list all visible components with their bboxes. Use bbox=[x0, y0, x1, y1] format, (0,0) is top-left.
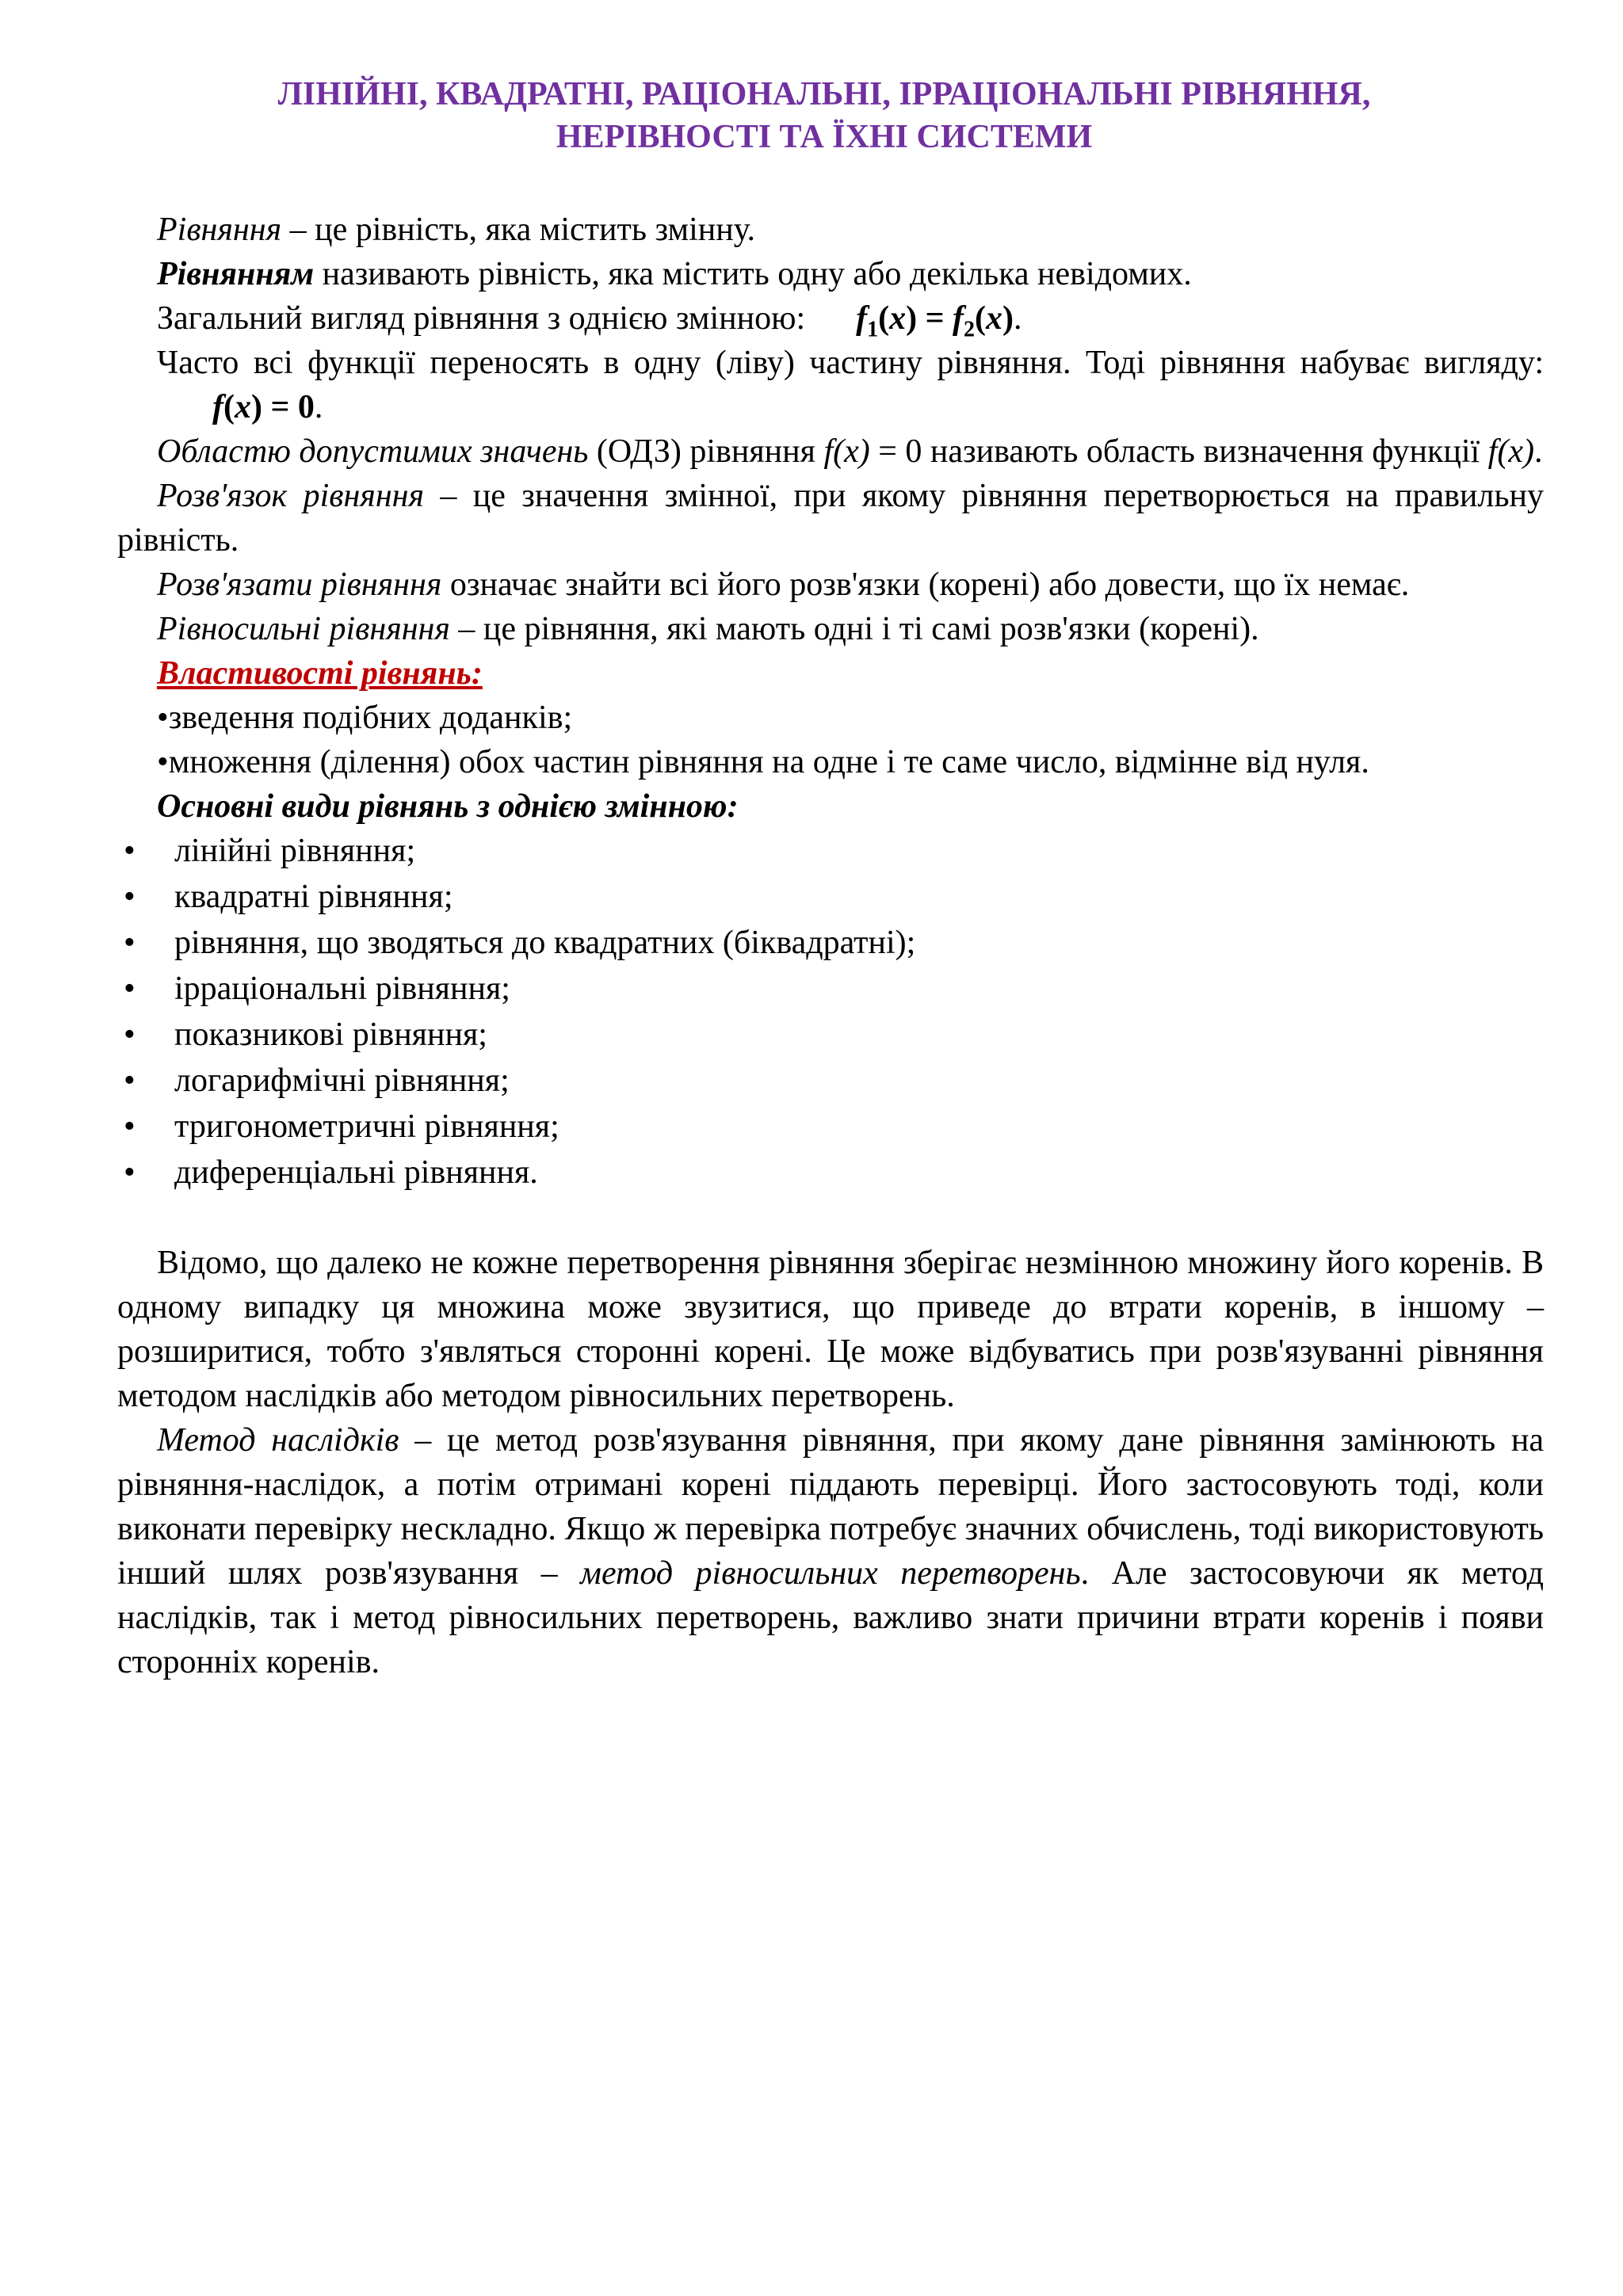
term-solution: Розв'язок рівняння bbox=[157, 478, 425, 514]
types-heading: Основні види рівнянь з однією змінною: bbox=[157, 788, 739, 825]
solve-definition: Розв'язати рівняння означає знайти всі його розв'язки (корені) або довести, що їх немає. bbox=[157, 566, 1410, 603]
term-solve: Розв'язати рівняння bbox=[157, 566, 442, 603]
general-form-text: Загальний вигляд рівняння з однією змінною: bbox=[157, 300, 806, 337]
solution-definition: Розв'язок рівняння – це значення змінної, при якому рівняння перетворюється на правильну рівність. bbox=[117, 478, 1544, 559]
definition-equation-2-text: називають рівність, яка містить одну або декілька невідомих. bbox=[314, 256, 1192, 292]
term-equation-bold: Рівнянням bbox=[157, 256, 315, 292]
equation-types-list bbox=[117, 829, 1544, 1196]
list-item: • диференціальні рівняння. bbox=[117, 1150, 1544, 1196]
list-item: • квадратні рівняння; bbox=[117, 875, 1544, 921]
list-item: • логарифмічні рівняння; bbox=[117, 1058, 1544, 1104]
term-equivalent: Рівносильні рівняння bbox=[157, 611, 450, 647]
term-equation: Рівняння bbox=[157, 212, 282, 248]
bullet-icon: • bbox=[124, 1016, 136, 1053]
list-item: • рівняння, що зводяться до квадратних (біквадратні); bbox=[117, 921, 1544, 967]
domain-definition: Областю допустимих значень (ОДЗ) рівняння f(x) = 0 називають область визначення функції f(x). bbox=[157, 433, 1543, 470]
list-item: • лінійні рівняння; bbox=[117, 829, 1544, 875]
list-item: • показникові рівняння; bbox=[117, 1013, 1544, 1058]
property-item: •зведення подібних доданків; bbox=[157, 700, 573, 736]
property-item: •множення (ділення) обох частин рівняння на одне і те саме число, відмінне від нуля. bbox=[157, 744, 1369, 780]
zero-form-formula: f(x) = 0 bbox=[212, 389, 315, 425]
list-item: • тригонометричні рівняння; bbox=[117, 1104, 1544, 1150]
bullet-icon: • bbox=[124, 879, 136, 915]
bullet-icon: • bbox=[124, 1062, 136, 1099]
bullet-icon: • bbox=[157, 700, 169, 736]
document-body bbox=[117, 208, 1544, 1684]
bullet-icon: • bbox=[124, 1108, 136, 1145]
properties-heading: Властивості рівнянь: bbox=[157, 655, 483, 692]
general-form-formula: $f_1(x) = f_2(x)$ bbox=[856, 300, 1014, 342]
zero-form: Часто всі функції переносять в одну (ліву) частину рівняння. Тоді рівняння набуває вигляду:f(x) = 0. bbox=[157, 345, 1544, 425]
definition-equation bbox=[117, 208, 1544, 252]
paragraph-roots: Відомо, що далеко не кожне перетворення рівняння зберігає незмінною множину його коренів. В одному випадку ця множина може звузитися, що приведе до втрати коренів, в іншому – розширитися, тобто з'являться сторонні корені. Це може відбуватись при розв'язуванні рівняння методом наслідків або методом рівносильних перетворень. bbox=[117, 1245, 1544, 1414]
bullet-icon: • bbox=[124, 925, 136, 961]
definition-equation-2 bbox=[117, 252, 1544, 296]
term-domain: Областю допустимих значень bbox=[157, 433, 589, 470]
title-line-1: ЛІНІЙНІ, КВАДРАТНІ, РАЦІОНАЛЬНІ, ІРРАЦІОНАЛЬНІ РІВНЯННЯ, bbox=[277, 76, 1371, 113]
title-line-2: НЕРІВНОСТІ ТА ЇХНІ СИСТЕМИ bbox=[556, 119, 1093, 155]
bullet-icon: • bbox=[124, 971, 136, 1007]
document-title bbox=[119, 73, 1529, 158]
zero-form-text: Часто всі функції переносять в одну (ліву) частину рівняння. Тоді рівняння набуває вигляду: bbox=[157, 345, 1544, 381]
list-item: • ірраціональні рівняння; bbox=[117, 967, 1544, 1013]
term-consequence-method: Метод наслідків bbox=[157, 1422, 399, 1459]
term-equivalent-method: метод рівносильних перетворень bbox=[580, 1555, 1081, 1592]
paragraph-methods: Метод наслідків – це метод розв'язування рівняння, при якому дане рівняння замінюють на рівняння-наслідок, а потім отримані корені піддають перевірці. Його застосовують тоді, коли виконати перевірку нескладно. Якщо ж перевірка потребує значних обчислень, тоді використовують інший шлях розв'язування – метод рівносильних перетворень. Але застосовуючи як метод наслідків, так і метод рівносильних перетворень, важливо знати причини втрати коренів і появи сторонніх коренів. bbox=[117, 1422, 1544, 1680]
equivalent-definition: Рівносильні рівняння – це рівняння, які мають одні і ті самі розв'язки (корені). bbox=[157, 611, 1259, 647]
bullet-icon: • bbox=[124, 1154, 136, 1191]
bullet-icon: • bbox=[157, 744, 169, 780]
general-form: Загальний вигляд рівняння з однією змінною: $f_1(x) = f_2(x)$. bbox=[157, 300, 1022, 342]
definition-equation-text: – це рівність, яка містить змінну. bbox=[281, 212, 755, 248]
bullet-icon: • bbox=[124, 833, 136, 869]
